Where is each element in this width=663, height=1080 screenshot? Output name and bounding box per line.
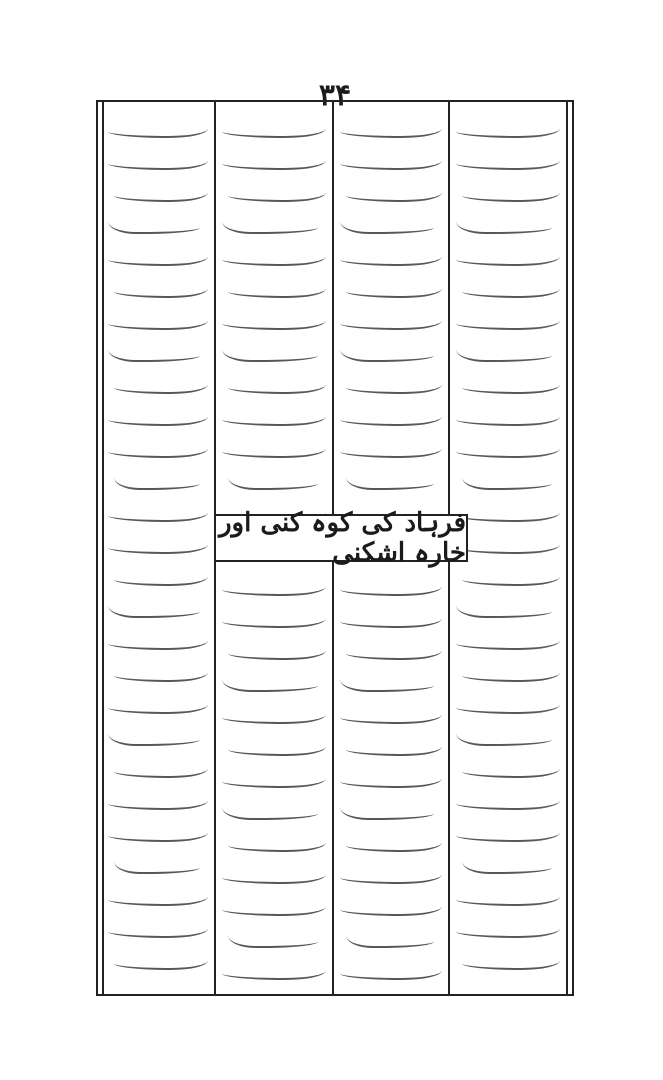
manuscript-line [222, 756, 326, 788]
manuscript-line [340, 756, 442, 788]
manuscript-line [462, 650, 560, 682]
manuscript-line [108, 202, 200, 234]
manuscript-line [340, 106, 442, 138]
manuscript-line [108, 426, 208, 458]
manuscript-line [456, 202, 552, 234]
manuscript-line [456, 874, 560, 906]
manuscript-line [114, 170, 208, 202]
text-column-center-left-upper [218, 106, 330, 516]
manuscript-line [340, 564, 442, 596]
manuscript-line [456, 970, 552, 990]
manuscript-line [462, 362, 560, 394]
manuscript-line [228, 724, 326, 756]
manuscript-line [228, 362, 326, 394]
manuscript-line [222, 234, 326, 266]
manuscript-line [108, 298, 208, 330]
manuscript-line [108, 874, 208, 906]
manuscript-line [340, 234, 442, 266]
manuscript-line [222, 202, 318, 234]
text-column-left [104, 106, 212, 990]
manuscript-line [108, 138, 208, 170]
manuscript-line [108, 970, 200, 990]
manuscript-line [456, 298, 560, 330]
manuscript-line [222, 298, 326, 330]
manuscript-line [462, 458, 552, 490]
manuscript-line [340, 852, 442, 884]
manuscript-line [456, 906, 560, 938]
manuscript-line [222, 330, 318, 362]
manuscript-line [222, 660, 318, 692]
manuscript-line [340, 298, 442, 330]
manuscript-line [108, 810, 208, 842]
manuscript-line [108, 618, 208, 650]
manuscript-line [222, 426, 326, 458]
manuscript-line [114, 458, 200, 490]
manuscript-line [222, 948, 326, 980]
manuscript-line [340, 394, 442, 426]
manuscript-line [456, 618, 560, 650]
manuscript-line [346, 628, 442, 660]
manuscript-line [340, 692, 442, 724]
manuscript-line [456, 810, 560, 842]
manuscript-line [462, 938, 560, 970]
text-column-center-left-lower [218, 564, 330, 990]
manuscript-line [222, 852, 326, 884]
manuscript-line [346, 458, 434, 490]
manuscript-line [456, 522, 560, 554]
manuscript-line [114, 362, 208, 394]
manuscript-line [228, 820, 326, 852]
manuscript-line [456, 138, 560, 170]
manuscript-line [340, 138, 442, 170]
manuscript-line [108, 522, 208, 554]
manuscript-line [462, 266, 560, 298]
manuscript-line [222, 980, 326, 990]
manuscript-line [222, 692, 326, 724]
manuscript-line [114, 842, 200, 874]
manuscript-line [222, 596, 326, 628]
manuscript-line [462, 170, 560, 202]
manuscript-line [346, 916, 434, 948]
manuscript-line [340, 980, 442, 990]
frame-right-rule [572, 102, 574, 994]
manuscript-line [346, 266, 442, 298]
manuscript-line [222, 106, 326, 138]
frame-right-inner-rule [566, 102, 568, 994]
manuscript-line [340, 660, 434, 692]
manuscript-line [462, 554, 560, 586]
manuscript-line [222, 788, 318, 820]
manuscript-line [462, 746, 560, 778]
text-column-center-right-upper [336, 106, 446, 516]
manuscript-line [108, 714, 200, 746]
manuscript-line [228, 916, 318, 948]
manuscript-line [222, 394, 326, 426]
manuscript-line [340, 330, 434, 362]
manuscript-line [108, 490, 208, 522]
manuscript-line [346, 362, 442, 394]
manuscript-line [340, 788, 434, 820]
manuscript-line [108, 394, 208, 426]
manuscript-line [340, 884, 442, 916]
frame-left-rule [96, 102, 98, 994]
manuscript-line [108, 586, 200, 618]
manuscript-line [222, 138, 326, 170]
manuscript-line [108, 778, 208, 810]
manuscript-line [340, 596, 442, 628]
manuscript-line [228, 458, 318, 490]
manuscript-line [108, 234, 208, 266]
manuscript-line [114, 746, 208, 778]
manuscript-line [456, 330, 552, 362]
manuscript-line [340, 948, 442, 980]
manuscript-line [340, 202, 434, 234]
section-heading [214, 508, 468, 568]
manuscript-line [108, 106, 208, 138]
manuscript-line [228, 266, 326, 298]
manuscript-line [228, 170, 326, 202]
text-column-center-right-lower [336, 564, 446, 990]
manuscript-line [114, 938, 208, 970]
manuscript-line [456, 234, 560, 266]
manuscript-line [346, 170, 442, 202]
manuscript-line [456, 778, 560, 810]
manuscript-line [346, 820, 442, 852]
manuscript-line [456, 106, 560, 138]
manuscript-line [108, 682, 208, 714]
manuscript-line [456, 490, 560, 522]
manuscript-line [228, 628, 326, 660]
manuscript-line [456, 394, 560, 426]
manuscript-line [456, 714, 552, 746]
manuscript-line [462, 842, 552, 874]
manuscript-line [346, 724, 442, 756]
manuscript-line [108, 330, 200, 362]
manuscript-line [456, 682, 560, 714]
manuscript-line [108, 906, 208, 938]
manuscript-line [222, 564, 326, 596]
text-column-right [452, 106, 564, 990]
manuscript-line [114, 554, 208, 586]
manuscript-line [222, 884, 326, 916]
section-heading-text: فرہاد کی کوہ کنی اور خارہ اشکنی [218, 508, 466, 568]
manuscript-line [114, 266, 208, 298]
page-number: ۳۴ [318, 78, 352, 113]
manuscript-line [456, 426, 560, 458]
manuscript-line [456, 586, 552, 618]
manuscript-line [340, 426, 442, 458]
manuscript-line [114, 650, 208, 682]
